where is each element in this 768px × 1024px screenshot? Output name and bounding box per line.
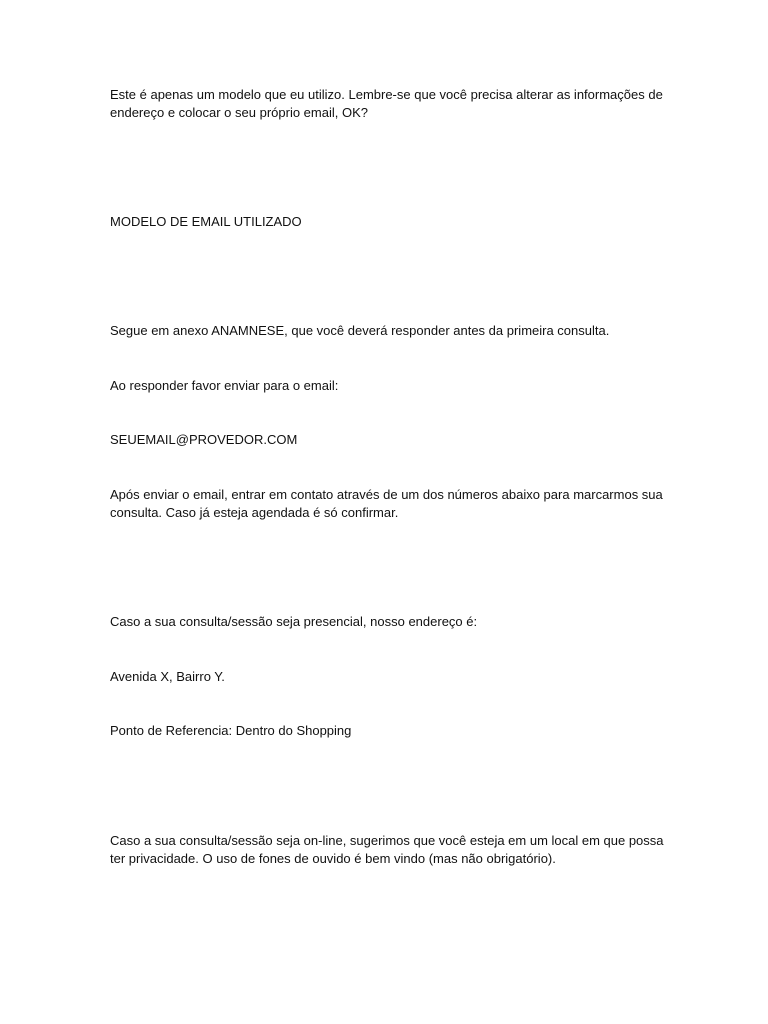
reply-instruction: Ao responder favor enviar para o email:	[110, 378, 339, 393]
address-line: Avenida X, Bairro Y.	[110, 669, 225, 684]
attachment-paragraph: Segue em anexo ANAMNESE, que você deverá responder antes da primeira consulta.	[110, 323, 610, 338]
contact-paragraph: Após enviar o email, entrar em contato através de um dos números abaixo para marcarmos sua consulta. Caso já esteja agendada é só confirmar.	[110, 487, 663, 520]
online-paragraph: Caso a sua consulta/sessão seja on-line, sugerimos que você esteja em um local em que possa ter privacidade. O uso de fones de ouvido é bem vindo (mas não obrigatório).	[110, 833, 664, 866]
reference-point: Ponto de Referencia: Dentro do Shopping	[110, 723, 352, 738]
section-heading: MODELO DE EMAIL UTILIZADO	[110, 214, 302, 229]
email-address: SEUEMAIL@PROVEDOR.COM	[110, 432, 298, 447]
in-person-paragraph: Caso a sua consulta/sessão seja presencial, nosso endereço é:	[110, 614, 478, 629]
intro-note: Este é apenas um modelo que eu utilizo. Lembre-se que você precisa alterar as informações de endereço e colocar o seu próprio email, OK?	[110, 87, 663, 120]
